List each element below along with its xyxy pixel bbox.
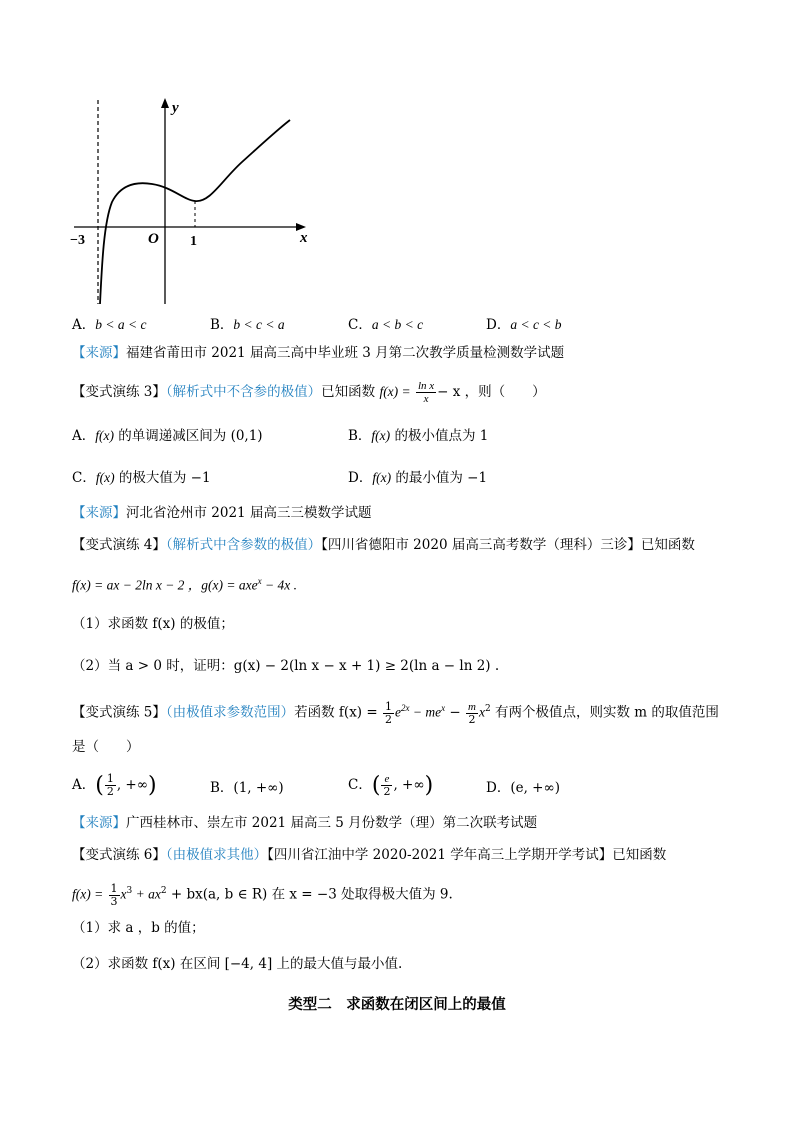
x-axis-label: x <box>300 230 308 246</box>
source-line-2: 【来源】河北省沧州市 2021 届高三三模数学试题 <box>72 505 372 521</box>
tick-1-label: 1 <box>190 234 197 249</box>
exercise-3-option-d: D．f(x) 的最小值为 −1 <box>348 470 488 486</box>
function-curve <box>100 120 290 304</box>
origin-label: O <box>148 231 159 247</box>
option-d: D．a < c < b <box>486 317 562 333</box>
section-title: 类型二 求函数在闭区间上的最值 <box>288 997 506 1013</box>
source-line-3: 【来源】广西桂林市、崇左市 2021 届高三 5 月份数学（理）第二次联考试题 <box>72 815 538 831</box>
exercise-6-part-1: （1）求 a ，b 的值； <box>72 920 205 936</box>
exercise-3-option-a: A．f(x) 的单调递减区间为 (0,1) <box>72 428 263 444</box>
y-axis-arrow <box>161 98 169 108</box>
option-a: A．b < a < c <box>72 317 147 333</box>
exercise-6-stem: 【变式演练 6】（由极值求其他）【四川省江油中学 2020-2021 学年高三上学期开学考试】已知函数 <box>72 847 667 863</box>
exercise-3-stem: 【变式演练 3】（解析式中不含参的极值）已知函数 f(x) = $\frac{\text{ln x}}{x}$ − x ，则（ ） <box>72 380 546 405</box>
exercise-5-stem: 【变式演练 5】（由极值求参数范围）若函数 f(x) = $\frac{1}{2}$ $e^{2x} - me^x$ − $\frac{m}{2}$ $x^2$ 有两个极值点，则实数 m 的取值范围 <box>72 699 719 726</box>
exercise-4-stem: 【变式演练 4】（解析式中含参数的极值）【四川省德阳市 2020 届高三高考数学（理科）三诊】已知函数 <box>72 537 695 553</box>
function-graph <box>62 92 322 312</box>
exercise-3-option-c: C．f(x) 的极大值为 −1 <box>72 470 211 486</box>
exercise-4-formula: f(x) = ax − 2ln x − 2 ，g(x) = axe$^x$ − 4x . <box>72 576 297 593</box>
exercise-4-part-2: （2）当 a > 0 时，证明：g(x) − 2(ln x − x + 1) ≥ 2(ln a − ln 2) . <box>72 658 500 674</box>
exercise-5-option-d: D．(e, +∞) <box>486 780 560 796</box>
exercise-5-option-a: A．( $\frac{1}{2}$ , +∞) <box>72 772 157 798</box>
exercise-5-option-c: C．( $\frac{e}{2}$ , +∞) <box>348 773 434 798</box>
option-c: C．a < b < c <box>348 317 424 333</box>
exercise-6-formula: f(x) = $\frac{1}{3}$ $x^3 + ax^2 + bx(a$, b ∈ R) 在 x = −3 处取得极大值为 9. <box>72 881 453 908</box>
tick-neg3-label: −3 <box>70 233 85 248</box>
exercise-5-stem-cont: 是（ ） <box>72 739 140 755</box>
source-line-1: 【来源】福建省莆田市 2021 届高三高中毕业班 3 月第二次教学质量检测数学试题 <box>72 345 565 361</box>
exercise-5-option-b: B．(1, +∞) <box>210 780 284 796</box>
exercise-3-option-b: B．f(x) 的极小值点为 1 <box>348 428 489 444</box>
y-axis-label: y <box>172 100 179 116</box>
exercise-4-part-1: （1）求函数 f(x) 的极值； <box>72 616 234 632</box>
option-b: B．b < c < a <box>210 317 285 333</box>
exercise-6-part-2: （2）求函数 f(x) 在区间 [−4, 4] 上的最大值与最小值. <box>72 956 403 972</box>
